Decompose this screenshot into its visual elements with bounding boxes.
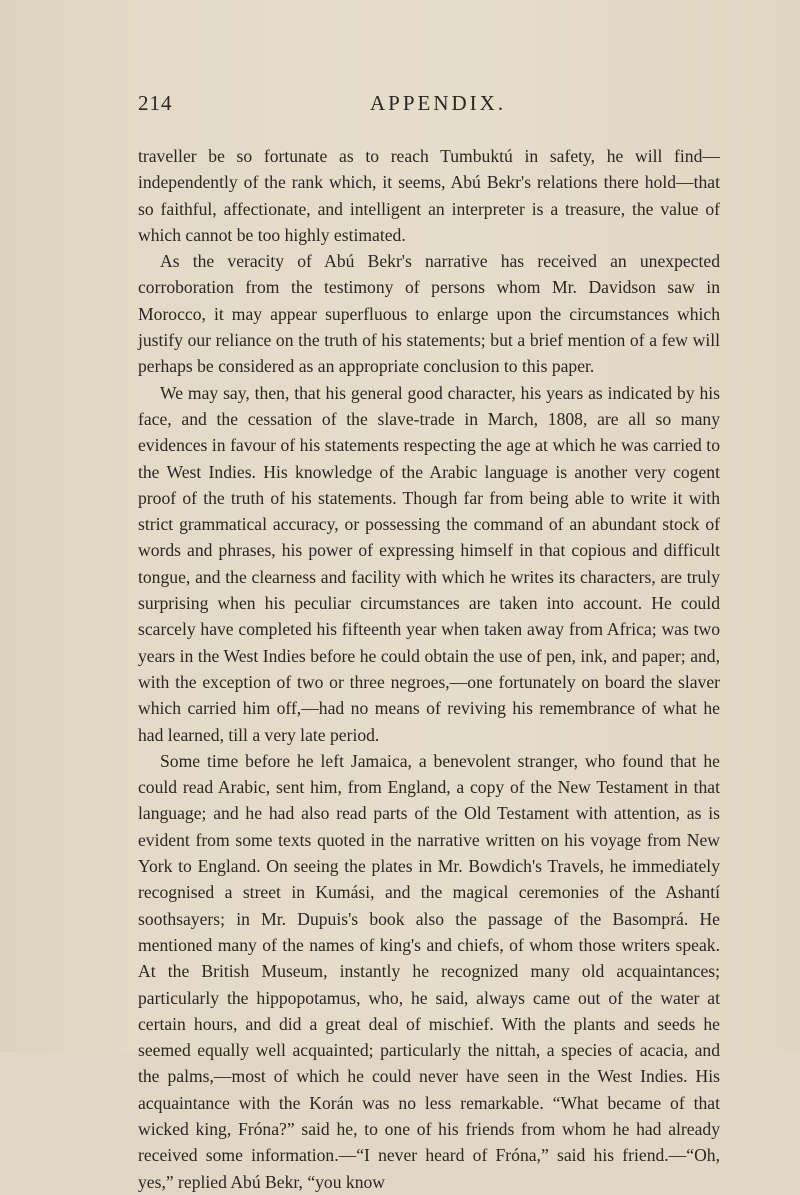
paragraph-veracity: As the veracity of Abú Bekr's narrative has received an unexpected corroboration from the testimony of persons whom Mr. Davidson saw in Morocco, it may appear superfluous to enlarge upon the circumstances which justify our reliance on the truth of his statements; but a brief mention of a few will perhaps be considered as an appropriate conclusion to this paper. xyxy=(138,251,720,377)
running-head xyxy=(138,91,718,121)
body-text xyxy=(138,143,720,1195)
page-number: 214 xyxy=(138,91,173,115)
paragraph-recognition: Some time before he left Jamaica, a benevolent stranger, who found that he could read Arabic, sent him, from England, a copy of the New Testament in that language; and he had also read parts of the Old Testament with attention, as is evident from some texts quoted in the narrative written on his voyage from New York to England. On seeing the plates in Mr. Bowdich's Travels, he immediately recognised a street in Kumási, and the magical ceremonies of the Ashantí soothsayers; in Mr. Dupuis's book also the passage of the Basomprá. He mentioned many of the names of king's and chiefs, of whom those writers speak. At the British Museum, instantly he recognized many old acquaintances; particularly the hippopotamus, who, he said, always came out of the water at certain hours, and did a great deal of mischief. With the plants and seeds he seemed equally well acquainted; particularly the nittah, a species of acacia, and the palms,—most of which he could never have seen in the West Indies. His acquaintance with the Korán was no less remarkable. “What became of that wicked king, Fróna?” said he, to one of his friends from whom he had already received some information.—“I never heard of Fróna,” said his friend.—“Oh, yes,” replied Abú Bekr, “you know xyxy=(138,750,720,1192)
running-title: APPENDIX. xyxy=(370,91,507,115)
paragraph-character: We may say, then, that his general good character, his years as indicated by his face, and the cessation of the slave-trade in March, 1808, are all so many evidences in favour of his statements respecting the age at which he was carried to the West Indies. His knowledge of the Arabic language is another very cogent proof of the truth of his statements. Though far from being able to write it with strict grammatical accuracy, or possessing the command of an abundant stock of words and phrases, his power of expressing himself in that copious and difficult tongue, and the clearness and facility with which he writes its characters, are truly surprising when his peculiar circumstances are taken into account. He could scarcely have completed his fifteenth year when taken away from Africa; was two years in the West Indies before he could obtain the use of pen, ink, and paper; and, with the exception of two or three negroes,—one fortunately on board the slaver which carried him off,—had no means of reviving his remembrance of what he had learned, till a very late period. xyxy=(138,382,720,745)
paragraph-continuation: traveller be so fortunate as to reach Tumbuktú in safety, he will find—independently of the rank which, it seems, Abú Bekr's relations there hold—that so faithful, affectionate, and intelligent an interpreter is a treasure, the value of which cannot be too highly estimated. xyxy=(138,146,720,245)
